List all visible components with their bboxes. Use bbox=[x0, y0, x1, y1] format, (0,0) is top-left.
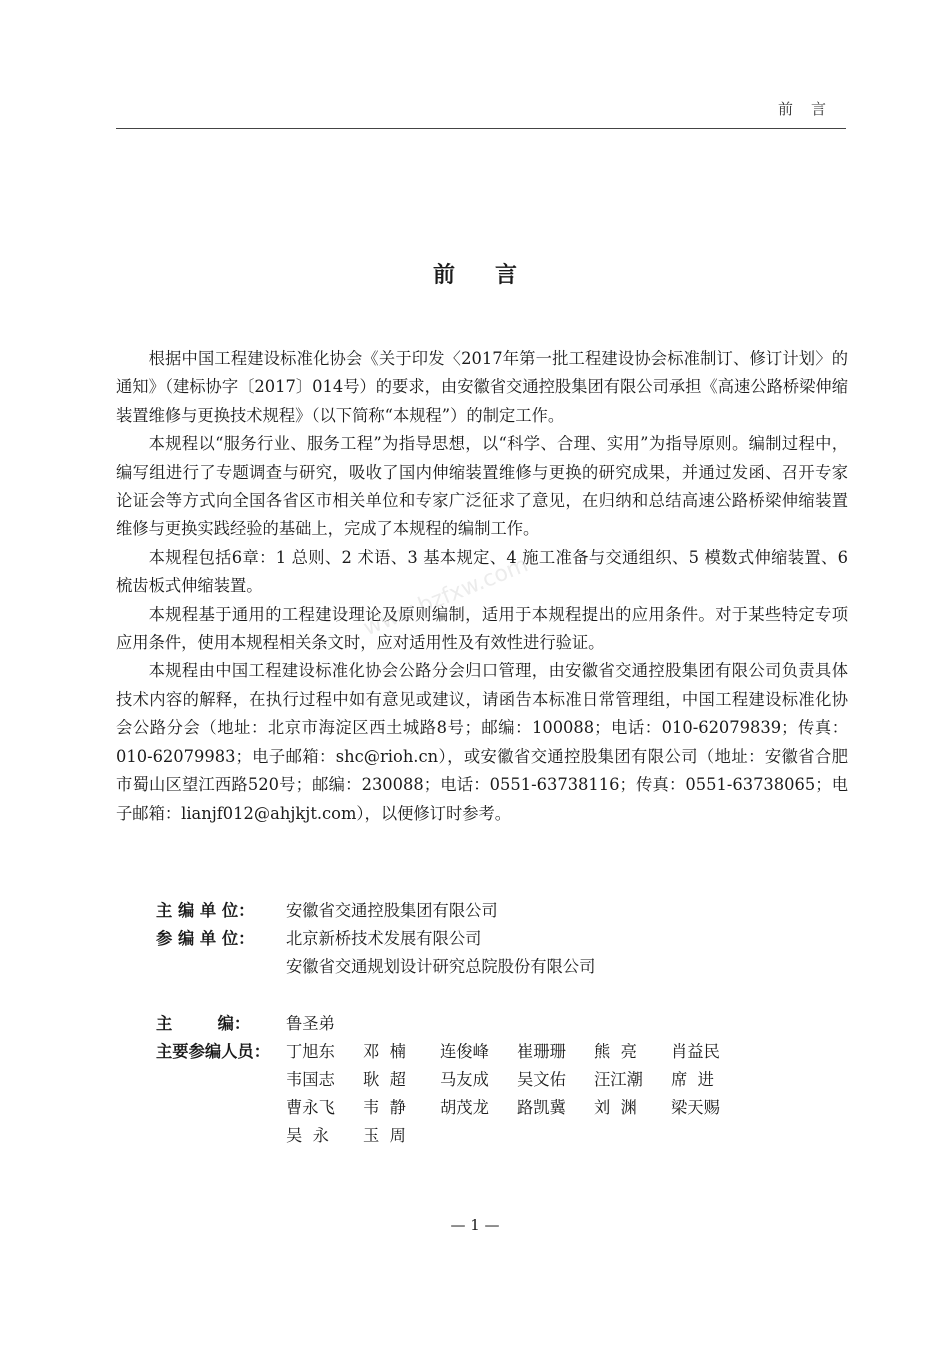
participant-name: 韦国志 bbox=[286, 1070, 335, 1090]
chief-unit-row bbox=[156, 897, 846, 925]
participant-name: 马友成 bbox=[440, 1070, 489, 1090]
participant-name: 路凯冀 bbox=[517, 1098, 566, 1118]
participant-name: 梁天赐 bbox=[671, 1098, 720, 1118]
paragraph-3: 本规程包括6章：1 总则、2 术语、3 基本规定、4 施工准备与交通组织、5 模数式伸缩装置、6 梳齿板式伸缩装置。 bbox=[116, 547, 848, 596]
chief-editor-label: 主 编： bbox=[156, 1013, 251, 1033]
main-participants-row bbox=[156, 1038, 846, 1151]
participant-name: 丁旭东 bbox=[286, 1041, 335, 1061]
page-number: — 1 — bbox=[450, 1216, 500, 1234]
participant-name: 胡茂龙 bbox=[440, 1098, 489, 1118]
page-title: 前言 bbox=[432, 263, 557, 288]
chief-unit: 安徽省交通控股集团有限公司 bbox=[286, 901, 498, 920]
chief-editor-row bbox=[156, 1010, 846, 1038]
main-participants-label: 主要参编人员： bbox=[156, 1041, 270, 1061]
participant-name: 吴文佑 bbox=[517, 1070, 566, 1090]
participating-unit: 北京新桥技术发展有限公司 bbox=[286, 929, 482, 949]
paragraph-4: 本规程基于通用的工程建设理论及原则编制，适用于本规程提出的应用条件。对于某些特定专项应用条件，使用本规程相关条文时，应对适用性及有效性进行验证。 bbox=[116, 604, 848, 653]
watermark: www.bzfxw.com bbox=[360, 552, 532, 642]
participant-name: 刘 渊 bbox=[594, 1098, 637, 1118]
chief-editor: 鲁圣弟 bbox=[286, 1013, 335, 1033]
participant-name: 玉 周 bbox=[363, 1126, 406, 1146]
participating-units-label: 参 编 单 位： bbox=[156, 929, 255, 949]
running-header: 前言 bbox=[777, 100, 844, 118]
header-rule bbox=[116, 128, 846, 129]
participant-name: 崔珊珊 bbox=[517, 1041, 566, 1061]
participating-unit: 安徽省交通规划设计研究总院股份有限公司 bbox=[286, 957, 596, 977]
participant-name: 耿 超 bbox=[363, 1070, 406, 1090]
participant-name: 肖益民 bbox=[671, 1041, 720, 1061]
participant-name: 韦 静 bbox=[363, 1098, 406, 1118]
chief-unit-label: 主 编 单 位： bbox=[156, 901, 255, 920]
participant-name: 连俊峰 bbox=[440, 1041, 489, 1061]
paragraph-2: 本规程以“服务行业、服务工程”为指导思想，以“科学、合理、实用”为指导原则。编制过程中，编写组进行了专题调查与研究，吸收了国内伸缩装置维修与更换的研究成果，并通过发函、召开专家论证会等方式向全国各省区市相关单位和专家广泛征求了意见，在归纳和总结高速公路桥梁伸缩装置维修与更换实践经验的基础上，完成了本规程的编制工作。 bbox=[116, 434, 848, 539]
participant-name: 席 进 bbox=[671, 1070, 714, 1090]
paragraph-1: 根据中国工程建设标准化协会《关于印发〈2017年第一批工程建设协会标准制订、修订计划〉的通知》（建标协字〔2017〕014号）的要求，由安徽省交通控股集团有限公司承担《高速公路桥梁伸缩装置维修与更换技术规程》（以下简称“本规程”）的制定工作。 bbox=[116, 349, 848, 425]
participating-units-row bbox=[156, 925, 846, 981]
participant-name: 吴 永 bbox=[286, 1126, 329, 1146]
participant-name: 熊 亮 bbox=[594, 1041, 637, 1061]
paragraph-5: 本规程由中国工程建设标准化协会公路分会归口管理，由安徽省交通控股集团有限公司负责具体技术内容的解释，在执行过程中如有意见或建议，请函告本标准日常管理组，中国工程建设标准化协会公路分会（地址：北京市海淀区西土城路8号；邮编：100088；电话：010-62079839；传真：010-62079983；电子邮箱：shc@rioh.cn），或安徽省交通控股集团有限公司（地址：安徽省合肥市蜀山区望江西路520号；邮编：230088；电话：0551-63738116；传真：0551-63738065；电子邮箱：lianjf012@ahjkjt.com），以便修订时参考。 bbox=[116, 661, 848, 823]
preface-body bbox=[116, 345, 848, 828]
participants-grid bbox=[286, 1038, 846, 1151]
participant-name: 曹永飞 bbox=[286, 1098, 335, 1118]
participant-name: 邓 楠 bbox=[363, 1041, 406, 1061]
credits-block bbox=[156, 897, 846, 1151]
participant-name: 汪江潮 bbox=[594, 1070, 643, 1090]
